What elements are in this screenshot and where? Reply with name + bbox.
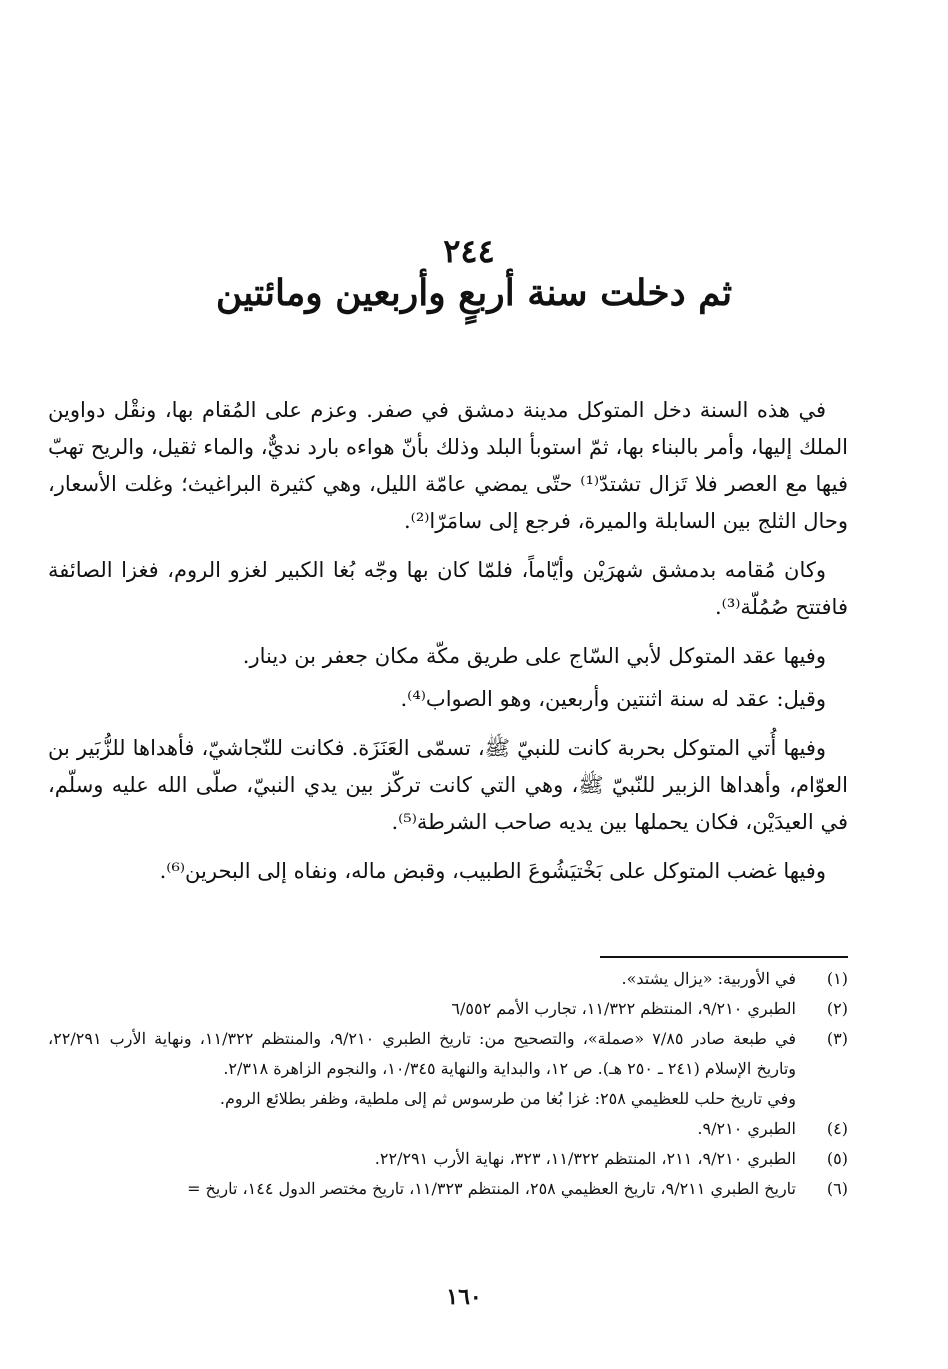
footnote-number: (٢) (826, 999, 848, 1018)
footnote-text: تاريخ الطبري ٩/٢١١، تاريخ العظيمي ٢٥٨، المنتظم ١١/٣٢٣، تاريخ مختصر الدول ١٤٤، تاريخ = (187, 1179, 796, 1198)
footnote-separator (600, 956, 848, 958)
footnote-text: الطبري ٩/٢١٠، ٢١١، المنتظم ١١/٣٢٢، ٣٢٣، نهاية الأرب ٢٢/٢٩١. (374, 1149, 796, 1168)
footnote-3-continuation (48, 1084, 848, 1114)
footnote-5 (48, 1144, 848, 1174)
footnote-number: (٥) (826, 1149, 848, 1168)
paragraph-4: وقيل: عقد له سنة اثنتين وأربعين، وهو الصواب⁽⁴⁾. (400, 687, 826, 711)
footnote-text: الطبري ٩/٢١٠. (697, 1119, 796, 1138)
footnote-number: (٦) (826, 1179, 848, 1198)
chapter-title: ثم دخلت سنة أربعٍ وأربعين ومائتين (215, 272, 733, 314)
paragraph-1: في هذه السنة دخل المتوكل مدينة دمشق في صفر. وعزم على المُقام بها، ونقْل دواوين الملك إليها، وأمر بالبناء بها، ثمّ استوبأ البلد وذلك بأنّ هواءه بارد نديٌّ، والماء ثقيل، والريح تهبّ فيها مع العصر فلا تَزال تشتدّ⁽¹⁾ حتّى يمضي عامّة الليل، وهي كثيرة البراغيث؛ وغلت الأسعار، وحال الثلج بين السابلة والميرة، فرجع إلى سامَرّا⁽²⁾. (48, 398, 848, 533)
footnote-text: في الأوربية: «يزال يشتد». (621, 969, 796, 988)
footnote-1 (48, 964, 848, 994)
footnote-3 (48, 1024, 848, 1084)
year-heading: ٢٤٤ (443, 232, 495, 270)
footnote-6 (48, 1174, 848, 1204)
main-text (48, 392, 848, 902)
paragraph-2: وكان مُقامه بدمشق شهرَيْن وأيّاماً، فلمّا كان بها وجّه بُغا الكبير لغزو الروم، فغزا الصائفة فافتتح صُمُلّة⁽³⁾. (48, 558, 848, 619)
footnote-2 (48, 994, 848, 1024)
footnote-4 (48, 1114, 848, 1144)
paragraph-6: وفيها غضب المتوكل على بَخْتيَشُوعَ الطبيب، وقبض ماله، ونفاه إلى البحرين⁽⁶⁾. (159, 859, 826, 883)
footnote-text: وفي تاريخ حلب للعظيمي ٢٥٨: غزا بُغا من طرسوس ثم إلى ملطية، وظفر بطلائع الروم. (219, 1089, 796, 1108)
footnote-number: (١) (826, 969, 848, 988)
footnote-number: (٣) (826, 1029, 848, 1048)
paragraph-3: وفيها عقد المتوكل لأبي السّاج على طريق مكّة مكان جعفر بن دينار. (242, 644, 826, 668)
footnotes (48, 964, 848, 1204)
footnote-text: الطبري ٩/٢١٠، المنتظم ١١/٣٢٢، تجارب الأمم ٦/٥٥٢ (451, 999, 796, 1018)
page-number: ١٦٠ (446, 1284, 482, 1310)
footnote-number: (٤) (826, 1119, 848, 1138)
paragraph-5: وفيها أُتي المتوكل بحربة كانت للنبيّ ﷺ، تسمّى العَنَزَة. فكانت للنّجاشيّ، فأهداها للزُّبَير بن العوّام، وأهداها الزبير للنّبيّ ﷺ، وهي التي كانت تركّز بين يدي النبيّ، صلّى الله عليه وسلّم، في العيدَيْن، فكان يحملها بين يديه صاحب الشرطة⁽⁵⁾. (48, 736, 848, 834)
footnote-text: في طبعة صادر ٧/٨٥ «صملة»، والتصحيح من: تاريخ الطبري ٩/٢١٠، والمنتظم ١١/٣٢٢، ونهاية الأرب ٢٢/٢٩١، وتاريخ الإسلام (٢٤١ ـ ٢٥٠ هـ). ص ١٢، والبداية والنهاية ١٠/٣٤٥، والنجوم الزاهرة ٢/٣١٨. (48, 1029, 797, 1078)
